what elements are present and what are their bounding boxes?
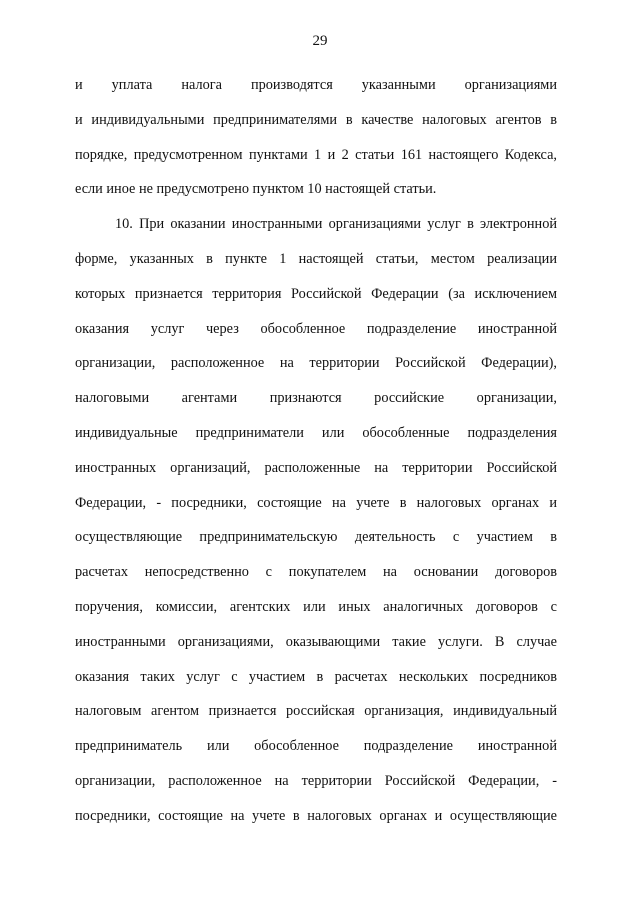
text-line: налоговыми агентами признаются российские организации, [75, 390, 557, 407]
text-line: которых признается территория Российской Федерации (за исключением [75, 285, 557, 302]
text-line: и индивидуальными предпринимателями в качестве налоговых агентов в [75, 111, 557, 128]
text-line: иностранными организациями, оказывающими такие услуги. В случае [75, 633, 557, 650]
text-line: Федерации, - посредники, состоящие на учете в налоговых органах и [75, 494, 557, 511]
text-line: 10. При оказании иностранными организациями услуг в электронной [115, 216, 557, 233]
text-line: форме, указанных в пункте 1 настоящей статьи, местом реализации [75, 250, 557, 267]
text-line: индивидуальные предприниматели или обособленные подразделения [75, 424, 557, 441]
text-line: если иное не предусмотрено пунктом 10 настоящей статьи. [75, 181, 437, 198]
text-line: предприниматель или обособленное подразделение иностранной [75, 738, 557, 755]
text-line: оказания таких услуг с участием в расчетах нескольких посредников [75, 668, 557, 685]
text-line: организации, расположенное на территории Российской Федерации, - [75, 772, 557, 789]
text-line: налоговым агентом признается российская организация, индивидуальный [75, 703, 557, 720]
paragraph-item-10 [75, 207, 557, 833]
text-line: осуществляющие предпринимательскую деятельность с участием в [75, 529, 557, 546]
text-line: иностранных организаций, расположенные на территории Российской [75, 459, 557, 476]
page-body [75, 68, 557, 834]
text-line: поручения, комиссии, агентских или иных аналогичных договоров с [75, 598, 557, 615]
text-line: порядке, предусмотренном пунктами 1 и 2 статьи 161 настоящего Кодекса, [75, 146, 557, 163]
text-line: и уплата налога производятся указанными организациями [75, 77, 557, 93]
text-line: посредники, состоящие на учете в налоговых органах и осуществляющие [75, 807, 557, 824]
text-line: оказания услуг через обособленное подразделение иностранной [75, 320, 557, 337]
page-number: 29 [312, 33, 328, 49]
paragraph-continuation [75, 68, 557, 207]
text-line: организации, расположенное на территории Российской Федерации), [75, 355, 557, 372]
text-line: расчетах непосредственно с покупателем на основании договоров [75, 564, 557, 581]
